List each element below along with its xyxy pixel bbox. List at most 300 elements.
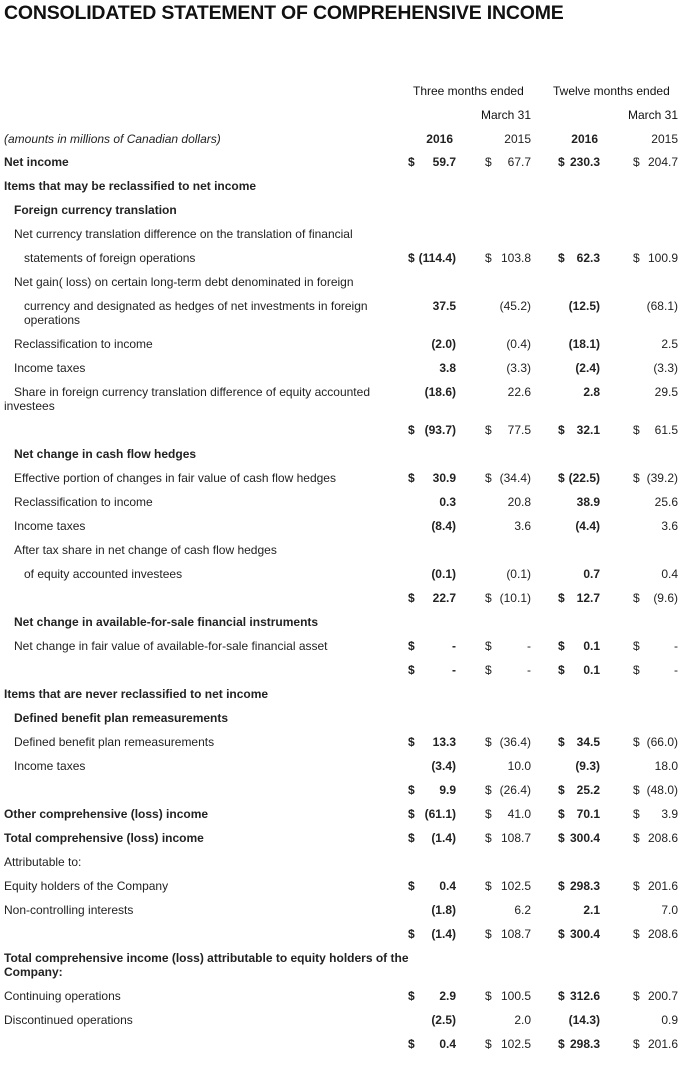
cell-value: - (452, 639, 456, 653)
cell-value: 300.4 (569, 831, 600, 845)
table-cell (485, 879, 531, 893)
cell-value: (114.4) (418, 251, 456, 265)
cell-value: 67.7 (507, 155, 531, 169)
cell-value: 25.6 (654, 495, 678, 509)
table-cell (408, 385, 456, 399)
cell-value: 2.5 (661, 337, 678, 351)
table-cell (485, 903, 531, 917)
table-cell (558, 759, 600, 773)
row-label: Equity holders of the Company (4, 879, 169, 893)
table-cell (485, 567, 531, 581)
table-cell (485, 663, 531, 677)
row-label: Share in foreign currency translation difference of equity accounted investees (4, 385, 370, 413)
table-cell (633, 337, 678, 351)
currency-symbol: $ (558, 735, 565, 749)
cell-value: 59.7 (432, 155, 456, 169)
cell-value: 7.0 (661, 903, 678, 917)
cell-value: 200.7 (647, 989, 678, 1003)
table-cell (485, 423, 531, 437)
year-col4: 2015 (651, 132, 678, 146)
table-cell (633, 807, 678, 821)
amounts-note: (amounts in millions of Canadian dollars) (4, 132, 221, 146)
table-cell (485, 1037, 531, 1051)
cell-value: 0.4 (439, 879, 456, 893)
table-cell (633, 663, 678, 677)
row-label: Discontinued operations (4, 1013, 133, 1027)
currency-symbol: $ (485, 663, 492, 677)
table-cell (485, 155, 531, 169)
table-cell (558, 927, 600, 941)
cell-value: (26.4) (499, 783, 531, 797)
row-label: Effective portion of changes in fair value of cash flow hedges (14, 471, 336, 485)
table-cell (485, 591, 531, 605)
table-cell (558, 361, 600, 375)
table-cell (485, 471, 531, 485)
header-march31-three: March 31 (480, 108, 531, 122)
cell-value: (18.6) (424, 385, 456, 399)
currency-symbol: $ (558, 927, 565, 941)
currency-symbol: $ (558, 663, 565, 677)
cell-value: 208.6 (647, 927, 678, 941)
row-label: Defined benefit plan remeasurements (14, 711, 229, 725)
currency-symbol: $ (408, 879, 415, 893)
cell-value: 13.3 (432, 735, 456, 749)
cell-value: 61.5 (654, 423, 678, 437)
table-cell (633, 879, 678, 893)
table-cell (408, 1013, 456, 1027)
table-cell (408, 591, 456, 605)
row-label: Total comprehensive income (loss) attributable to equity holders of the Company: (4, 951, 409, 979)
table-cell (558, 519, 600, 533)
currency-symbol: $ (408, 591, 415, 605)
cell-value: 22.6 (507, 385, 531, 399)
cell-value: (2.0) (431, 337, 456, 351)
row-label: Income taxes (14, 519, 86, 533)
year-col3: 2016 (571, 132, 598, 146)
header-three-months: Three months ended (413, 84, 524, 98)
row-label: Net change in available-for-sale financial instruments (14, 615, 319, 629)
currency-symbol: $ (558, 1037, 565, 1051)
currency-symbol: $ (485, 423, 492, 437)
year-col1: 2016 (426, 132, 453, 146)
cell-value: 298.3 (569, 879, 600, 893)
table-cell (633, 989, 678, 1003)
table-cell (633, 251, 678, 265)
currency-symbol: $ (558, 155, 565, 169)
row-label: Net change in cash flow hedges (14, 447, 197, 461)
cell-value: (22.5) (568, 471, 600, 485)
table-cell (633, 831, 678, 845)
row-label: After tax share in net change of cash flow hedges (14, 543, 277, 557)
table-cell (558, 735, 600, 749)
cell-value: 100.5 (500, 989, 531, 1003)
table-cell (408, 831, 456, 845)
cell-value: 41.0 (507, 807, 531, 821)
table-cell (408, 759, 456, 773)
table-cell (485, 807, 531, 821)
cell-value: 32.1 (576, 423, 600, 437)
cell-value: (1.4) (431, 831, 456, 845)
currency-symbol: $ (408, 1037, 415, 1051)
table-cell (558, 591, 600, 605)
cell-value: (3.4) (431, 759, 456, 773)
table-cell (485, 385, 531, 399)
currency-symbol: $ (558, 639, 565, 653)
table-cell (558, 903, 600, 917)
cell-value: 298.3 (569, 1037, 600, 1051)
currency-symbol: $ (485, 735, 492, 749)
row-label: statements of foreign operations (24, 251, 196, 265)
table-cell (633, 927, 678, 941)
currency-symbol: $ (633, 471, 640, 485)
currency-symbol: $ (633, 807, 640, 821)
currency-symbol: $ (408, 807, 415, 821)
table-cell (558, 1037, 600, 1051)
table-cell (633, 1037, 678, 1051)
cell-value: 230.3 (569, 155, 600, 169)
row-label: Non-controlling interests (4, 903, 134, 917)
currency-symbol: $ (485, 927, 492, 941)
table-cell (485, 735, 531, 749)
table-cell (558, 989, 600, 1003)
cell-value: (39.2) (646, 471, 678, 485)
cell-value: 29.5 (654, 385, 678, 399)
table-cell (633, 783, 678, 797)
currency-symbol: $ (485, 807, 492, 821)
cell-value: (14.3) (568, 1013, 600, 1027)
currency-symbol: $ (408, 639, 415, 653)
cell-value: (9.6) (653, 591, 678, 605)
table-cell (485, 251, 531, 265)
cell-value: (93.7) (424, 423, 456, 437)
cell-value: 300.4 (569, 927, 600, 941)
table-cell (408, 361, 456, 375)
currency-symbol: $ (408, 831, 415, 845)
cell-value: 0.7 (583, 567, 600, 581)
cell-value: 102.5 (500, 1037, 531, 1051)
table-cell (558, 251, 600, 265)
table-cell (558, 663, 600, 677)
cell-value: 201.6 (647, 879, 678, 893)
table-cell (558, 337, 600, 351)
row-label: of equity accounted investees (24, 567, 183, 581)
cell-value: 0.4 (439, 1037, 456, 1051)
cell-value: 22.7 (432, 591, 456, 605)
table-cell (558, 385, 600, 399)
cell-value: (4.4) (575, 519, 600, 533)
currency-symbol: $ (408, 423, 415, 437)
cell-value: 30.9 (432, 471, 456, 485)
table-cell (558, 495, 600, 509)
cell-value: 0.1 (583, 663, 600, 677)
table-cell (558, 879, 600, 893)
cell-value: 18.0 (654, 759, 678, 773)
currency-symbol: $ (633, 423, 640, 437)
cell-value: 0.3 (439, 495, 456, 509)
cell-value: 208.6 (647, 831, 678, 845)
table-cell (408, 735, 456, 749)
cell-value: 103.8 (500, 251, 531, 265)
row-label: Defined benefit plan remeasurements (14, 735, 215, 749)
table-cell (408, 299, 456, 313)
cell-value: (66.0) (646, 735, 678, 749)
cell-value: 25.2 (576, 783, 600, 797)
currency-symbol: $ (408, 251, 415, 265)
cell-value: (9.3) (575, 759, 600, 773)
cell-value: (10.1) (499, 591, 531, 605)
cell-value: 37.5 (432, 299, 456, 313)
row-label: Foreign currency translation (14, 203, 177, 217)
row-label: Total comprehensive (loss) income (4, 831, 204, 845)
table-cell (408, 879, 456, 893)
table-cell (408, 639, 456, 653)
table-cell (485, 519, 531, 533)
row-label: Continuing operations (4, 989, 121, 1003)
row-label: Net income (4, 155, 69, 169)
cell-value: 201.6 (647, 1037, 678, 1051)
cell-value: 3.6 (514, 519, 531, 533)
currency-symbol: $ (558, 251, 565, 265)
cell-value: (12.5) (568, 299, 600, 313)
row-label: Other comprehensive (loss) income (4, 807, 209, 821)
currency-symbol: $ (633, 251, 640, 265)
cell-value: 312.6 (569, 989, 600, 1003)
currency-symbol: $ (633, 783, 640, 797)
table-cell (558, 639, 600, 653)
cell-value: (18.1) (568, 337, 600, 351)
currency-symbol: $ (558, 783, 565, 797)
cell-value: 2.8 (583, 385, 600, 399)
cell-value: (1.4) (431, 927, 456, 941)
cell-value: 34.5 (576, 735, 600, 749)
table-cell (408, 927, 456, 941)
cell-value: (45.2) (499, 299, 531, 313)
currency-symbol: $ (485, 251, 492, 265)
table-cell (633, 361, 678, 375)
table-cell (633, 519, 678, 533)
currency-symbol: $ (633, 831, 640, 845)
table-cell (408, 567, 456, 581)
table-cell (558, 155, 600, 169)
cell-value: (61.1) (424, 807, 456, 821)
table-cell (408, 519, 456, 533)
cell-value: (8.4) (431, 519, 456, 533)
table-cell (633, 385, 678, 399)
table-cell (633, 903, 678, 917)
cell-value: (0.4) (506, 337, 531, 351)
table-cell (408, 251, 456, 265)
currency-symbol: $ (633, 735, 640, 749)
cell-value: (2.4) (575, 361, 600, 375)
currency-symbol: $ (633, 927, 640, 941)
currency-symbol: $ (633, 989, 640, 1003)
table-cell (485, 337, 531, 351)
currency-symbol: $ (558, 831, 565, 845)
table-cell (485, 299, 531, 313)
cell-value: (36.4) (499, 735, 531, 749)
cell-value: 204.7 (647, 155, 678, 169)
table-cell (633, 471, 678, 485)
cell-value: (0.1) (506, 567, 531, 581)
header-twelve-months: Twelve months ended (553, 84, 670, 98)
currency-symbol: $ (633, 155, 640, 169)
table-cell (558, 783, 600, 797)
row-label: Net gain( loss) on certain long-term debt denominated in foreign (14, 275, 354, 289)
table-cell (633, 423, 678, 437)
cell-value: 10.0 (507, 759, 531, 773)
row-label: Attributable to: (4, 855, 82, 869)
currency-symbol: $ (485, 879, 492, 893)
currency-symbol: $ (633, 639, 640, 653)
cell-value: - (527, 663, 531, 677)
table-cell (633, 299, 678, 313)
currency-symbol: $ (485, 783, 492, 797)
table-cell (485, 361, 531, 375)
table-cell (408, 1037, 456, 1051)
row-label: Reclassification to income (14, 337, 153, 351)
cell-value: (48.0) (646, 783, 678, 797)
cell-value: (2.5) (431, 1013, 456, 1027)
table-cell (633, 495, 678, 509)
row-label: currency and designated as hedges of net investments in foreign operations (24, 299, 368, 327)
currency-symbol: $ (558, 879, 565, 893)
cell-value: - (674, 639, 678, 653)
table-cell (408, 471, 456, 485)
table-cell (485, 927, 531, 941)
table-cell (633, 591, 678, 605)
table-cell (558, 831, 600, 845)
currency-symbol: $ (485, 591, 492, 605)
currency-symbol: $ (485, 471, 492, 485)
currency-symbol: $ (558, 471, 565, 485)
table-cell (633, 639, 678, 653)
table-cell (485, 989, 531, 1003)
cell-value: 100.9 (647, 251, 678, 265)
currency-symbol: $ (633, 879, 640, 893)
cell-value: 38.9 (576, 495, 600, 509)
row-label: Income taxes (14, 759, 86, 773)
table-cell (558, 567, 600, 581)
row-label: Items that may be reclassified to net income (4, 179, 257, 193)
table-cell (408, 807, 456, 821)
currency-symbol: $ (408, 663, 415, 677)
table-cell (558, 807, 600, 821)
table-cell (633, 759, 678, 773)
table-cell (558, 299, 600, 313)
currency-symbol: $ (485, 155, 492, 169)
cell-value: 108.7 (500, 927, 531, 941)
cell-value: - (674, 663, 678, 677)
table-cell (485, 759, 531, 773)
table-cell (485, 639, 531, 653)
table-cell (485, 1013, 531, 1027)
cell-value: 108.7 (500, 831, 531, 845)
table-cell (633, 735, 678, 749)
page-title: CONSOLIDATED STATEMENT OF COMPREHENSIVE INCOME (4, 2, 564, 24)
table-cell (485, 495, 531, 509)
cell-value: - (527, 639, 531, 653)
table-cell (408, 337, 456, 351)
cell-value: (0.1) (431, 567, 456, 581)
table-cell (408, 495, 456, 509)
cell-value: 70.1 (576, 807, 600, 821)
table-cell (408, 903, 456, 917)
currency-symbol: $ (408, 783, 415, 797)
row-label: Reclassification to income (14, 495, 153, 509)
cell-value: (3.3) (506, 361, 531, 375)
currency-symbol: $ (558, 989, 565, 1003)
currency-symbol: $ (633, 1037, 640, 1051)
row-label: Items that are never reclassified to net income (4, 687, 269, 701)
currency-symbol: $ (485, 989, 492, 1003)
row-label: Net change in fair value of available-for-sale financial asset (14, 639, 328, 653)
currency-symbol: $ (408, 927, 415, 941)
currency-symbol: $ (485, 639, 492, 653)
table-cell (558, 423, 600, 437)
year-col2: 2015 (504, 132, 531, 146)
currency-symbol: $ (408, 471, 415, 485)
currency-symbol: $ (558, 423, 565, 437)
table-cell (558, 1013, 600, 1027)
cell-value: 20.8 (507, 495, 531, 509)
table-cell (485, 831, 531, 845)
row-label: Income taxes (14, 361, 86, 375)
cell-value: 0.4 (661, 567, 678, 581)
table-cell (408, 783, 456, 797)
currency-symbol: $ (408, 735, 415, 749)
currency-symbol: $ (633, 591, 640, 605)
currency-symbol: $ (485, 831, 492, 845)
table-cell (633, 567, 678, 581)
cell-value: 0.1 (583, 639, 600, 653)
cell-value: (34.4) (499, 471, 531, 485)
cell-value: 6.2 (514, 903, 531, 917)
table-cell (485, 783, 531, 797)
cell-value: 62.3 (576, 251, 600, 265)
table-cell (408, 155, 456, 169)
currency-symbol: $ (633, 663, 640, 677)
cell-value: (3.3) (653, 361, 678, 375)
table-cell (408, 663, 456, 677)
header-march31-twelve: March 31 (627, 108, 678, 122)
cell-value: 3.8 (439, 361, 456, 375)
currency-symbol: $ (408, 155, 415, 169)
cell-value: 2.1 (583, 903, 600, 917)
currency-symbol: $ (558, 807, 565, 821)
row-label: Net currency translation difference on the translation of financial (14, 227, 353, 241)
cell-value: - (452, 663, 456, 677)
currency-symbol: $ (408, 989, 415, 1003)
currency-symbol: $ (558, 591, 565, 605)
table-cell (408, 423, 456, 437)
cell-value: 2.9 (439, 989, 456, 1003)
cell-value: 3.6 (661, 519, 678, 533)
table-cell (633, 1013, 678, 1027)
cell-value: 9.9 (439, 783, 456, 797)
cell-value: (68.1) (646, 299, 678, 313)
cell-value: 12.7 (576, 591, 600, 605)
currency-symbol: $ (485, 1037, 492, 1051)
table-cell (633, 155, 678, 169)
table-cell (558, 471, 600, 485)
cell-value: 77.5 (507, 423, 531, 437)
cell-value: 102.5 (500, 879, 531, 893)
cell-value: 3.9 (661, 807, 678, 821)
cell-value: 2.0 (514, 1013, 531, 1027)
cell-value: 0.9 (661, 1013, 678, 1027)
table-cell (408, 989, 456, 1003)
cell-value: (1.8) (431, 903, 456, 917)
